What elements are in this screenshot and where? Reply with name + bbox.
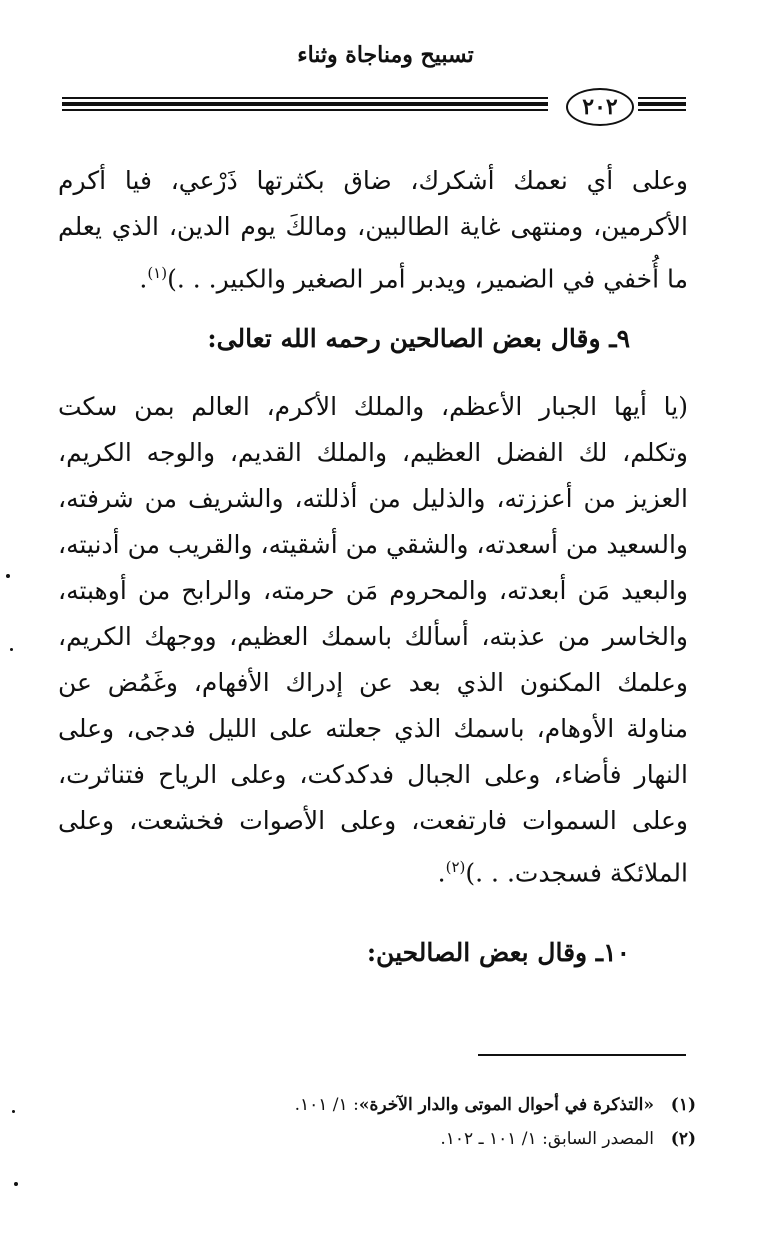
footnote-1-title: «التذكرة في أحوال الموتى والدار الآخرة»	[358, 1095, 654, 1115]
footnote-ref-1: (١)	[147, 264, 168, 282]
footnote-2	[200, 1122, 696, 1156]
footnote-1	[200, 1088, 696, 1122]
scan-speck	[14, 1182, 18, 1186]
footnote-2-text: المصدر السابق: ١/ ١٠١ ـ ١٠٢.	[440, 1129, 654, 1149]
header-rule-thick	[62, 102, 548, 106]
footnote-2-number: (٢)	[670, 1129, 696, 1149]
paragraph-2	[58, 384, 688, 896]
paragraph-2-text: (يا أيها الجبار الأعظم، والملك الأكرم، العالم بمن سكت وتكلم، لك الفضل العظيم، والملك القديم، والوجه الكريم، العزيز من أعززته، والذليل من أذللته، والشريف من شرفته، والسعيد من أسعدته، والشقي من أشقيته، والقريب من أدنيته، والبعيد مَن أبعدته، والمحروم مَن حرمته، والرابح من أوهبته، والخاسر من عذبته، أسألك باسمك العظيم، ووجهك الكريم، وعلمك المكنون الذي بعد عن إدراك الأفهام، وغَمُض عن مناولة الأوهام، باسمك الذي جعلته على الليل فدجى، وعلى النهار فأضاء، وعلى الجبال فدكدكت، وعلى الرياح فتناثرت، وعلى السموات فارتفعت، وعلى الأصوات فخشعت، وعلى الملائكة فسجدت. . .)	[58, 392, 688, 888]
header-rule-thin-bottom	[62, 109, 548, 111]
header-rule-thin-top	[62, 97, 548, 99]
header-rule-right-thin-top	[638, 97, 686, 99]
header-rule-right-thick	[638, 102, 686, 106]
running-title: تسبيح ومناجاة وثناء	[297, 42, 474, 68]
section-heading-10: ١٠ـ وقال بعض الصالحين:	[366, 938, 630, 967]
paragraph-1-end: .	[139, 264, 148, 294]
section-heading-9: ٩ـ وقال بعض الصالحين رحمه الله تعالى:	[207, 324, 630, 353]
footnote-1-number: (١)	[670, 1095, 696, 1115]
footnote-1-ref: : ١/ ١٠١.	[294, 1095, 359, 1115]
scan-speck	[12, 1110, 15, 1113]
scan-speck	[10, 648, 13, 651]
header-rule-right-thin-bottom	[638, 109, 686, 111]
footnote-separator	[478, 1054, 686, 1056]
page-number: ٢٠٢	[566, 88, 634, 126]
footnote-ref-2: (٢)	[445, 858, 466, 876]
footnotes	[200, 1088, 696, 1156]
paragraph-2-end: .	[437, 858, 446, 888]
paragraph-1-text: وعلى أي نعمك أشكرك، ضاق بكثرتها ذَرْعي، فيا أكرم الأكرمين، ومنتهى غاية الطالبين، ومالكَ يوم الدين، الذي يعلم ما أُخفي في الضمير، ويدبر أمر الصغير والكبير. . .)	[58, 166, 688, 294]
paragraph-1	[58, 158, 688, 302]
scan-speck	[6, 574, 10, 578]
